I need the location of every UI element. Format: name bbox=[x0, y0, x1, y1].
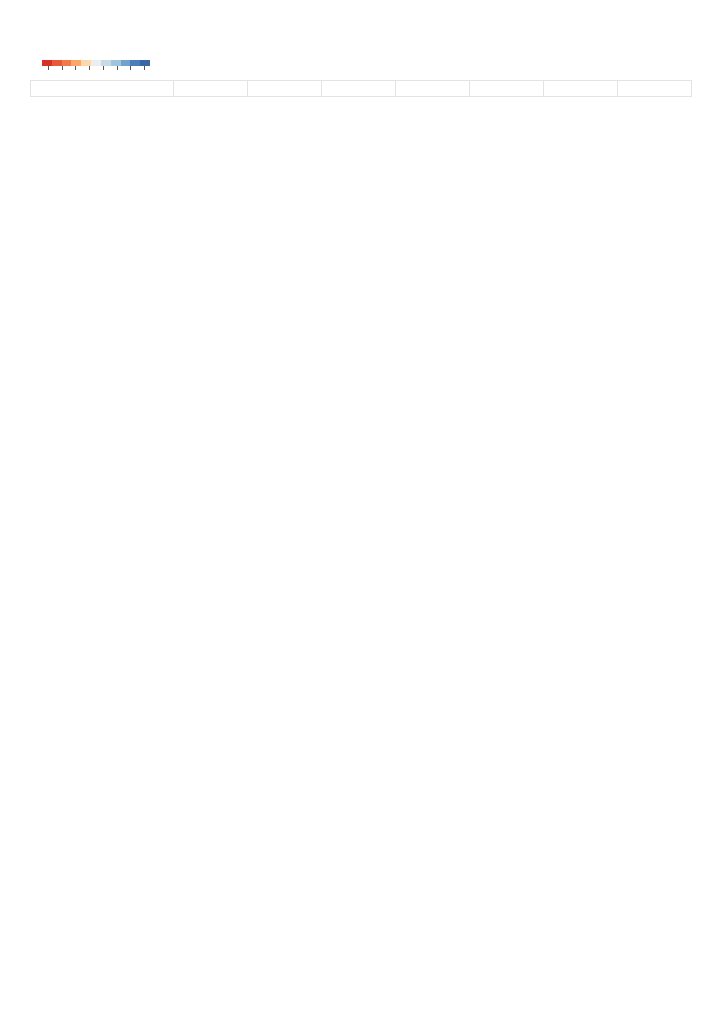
col-header-random bbox=[174, 81, 248, 97]
header-row bbox=[31, 81, 692, 97]
col-header-sfdp bbox=[322, 81, 396, 97]
col-header-gd2-cam bbox=[544, 81, 618, 97]
colorbar-ticks bbox=[42, 66, 150, 71]
col-header-gd2-st bbox=[396, 81, 470, 97]
col-header-neato bbox=[248, 81, 322, 97]
colorbar-tick bbox=[144, 66, 145, 70]
colorbar-tick bbox=[89, 66, 90, 70]
col-header-gd2-anr bbox=[618, 81, 692, 97]
colorbar-tick bbox=[62, 66, 63, 70]
colorbar-tick bbox=[75, 66, 76, 70]
col-header-gd2-ar bbox=[470, 81, 544, 97]
col-header-graph bbox=[31, 81, 174, 97]
colorbar-tick bbox=[48, 66, 49, 70]
colorbar-tick bbox=[103, 66, 104, 70]
colorbar-tick bbox=[117, 66, 118, 70]
layout-comparison-table bbox=[30, 80, 692, 97]
colorbar-tick bbox=[130, 66, 131, 70]
edge-length-legend bbox=[42, 60, 150, 80]
